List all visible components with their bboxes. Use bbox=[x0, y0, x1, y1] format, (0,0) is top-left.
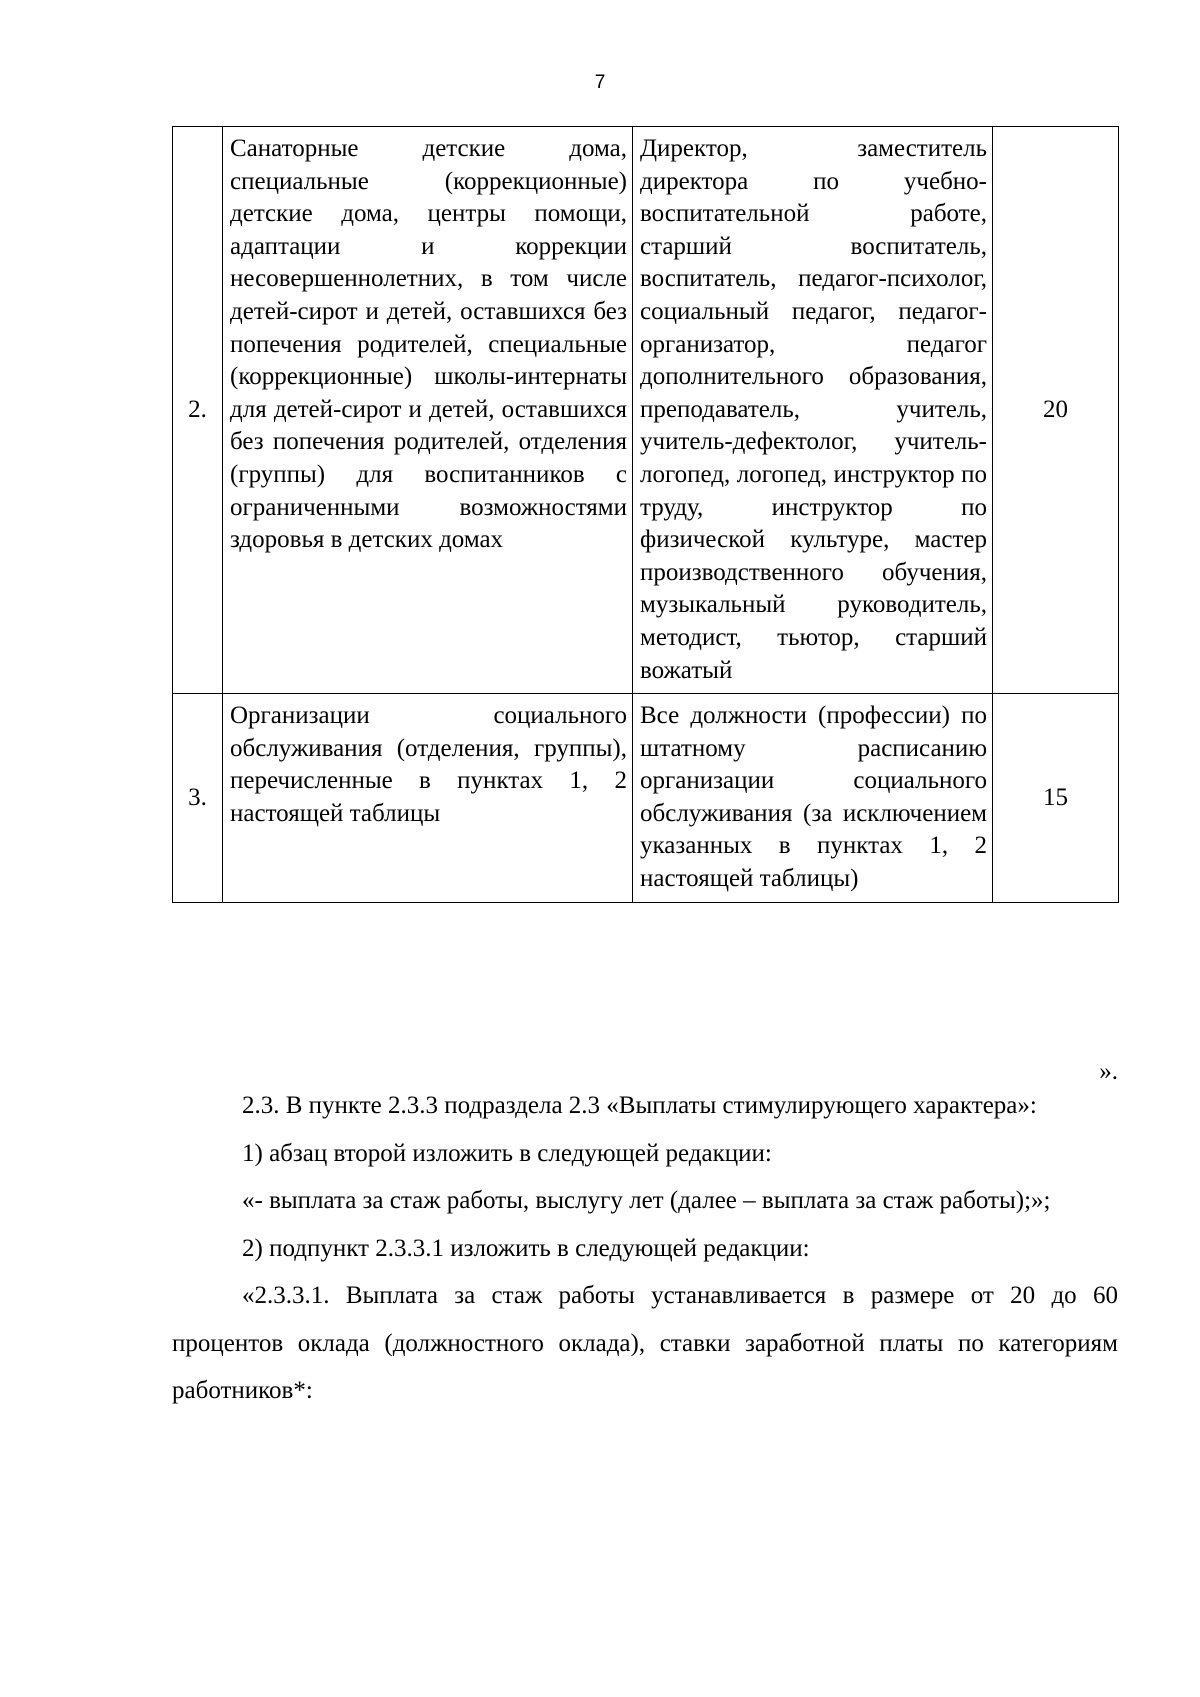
paragraph: 2.3. В пункте 2.3.3 подраздела 2.3 «Выплаты стимулирующего характера»: bbox=[242, 1092, 1037, 1119]
closing-quote: ». bbox=[1099, 1058, 1118, 1085]
institutions-cell: Санаторные детские дома, специальные (коррекционные) детские дома, центры помощи, адаптации и коррекции несовершеннолетних, в том числе детей-сирот и детей, оставшихся без попечения родителей, специальные (коррекционные) школы-интернаты для детей-сирот и детей, оставшихся без попечения родителей, отделения (группы) для воспитанников с ограниченными возможностями здоровья в детских домах bbox=[223, 127, 633, 694]
paragraph: «- выплата за стаж работы, выслугу лет (далее – выплата за стаж работы);»; bbox=[242, 1187, 1051, 1214]
paragraph: «2.3.3.1. Выплата за стаж работы устанавливается в размере от 20 до 60 процентов оклада (должностного оклада), ставки заработной платы по категориям работников*: bbox=[172, 1282, 1118, 1404]
table-row bbox=[173, 127, 1119, 694]
institutions-cell: Организации социального обслуживания (отделения, группы), перечисленные в пунктах 1, 2 настоящей таблицы bbox=[223, 694, 633, 903]
body-text bbox=[172, 1082, 1118, 1415]
positions-cell: Директор, заместитель директора по учебно-воспитательной работе, старший воспитатель, воспитатель, педагог-психолог, социальный педагог, педагог-организатор, педагог дополнительного образования, преподаватель, учитель, учитель-дефектолог, учитель-логопед, логопед, инструктор по труду, инструктор по физической культуре, мастер производственного обучения, музыкальный руководитель, методист, тьютор, старший вожатый bbox=[633, 127, 993, 694]
positions-cell: Все должности (профессии) по штатному расписанию организации социального обслуживания (за исключением указанных в пунктах 1, 2 настоящей таблицы) bbox=[633, 694, 993, 903]
page-number: 7 bbox=[594, 72, 606, 93]
paragraph: 1) абзац второй изложить в следующей редакции: bbox=[242, 1139, 772, 1167]
percent-value: 15 bbox=[993, 694, 1119, 903]
table-row bbox=[173, 694, 1119, 903]
percent-value: 20 bbox=[993, 127, 1119, 694]
allowance-table bbox=[172, 126, 1119, 903]
row-number: 3. bbox=[173, 694, 223, 903]
paragraph: 2) подпункт 2.3.3.1 изложить в следующей редакции: bbox=[242, 1234, 810, 1262]
row-number: 2. bbox=[173, 127, 223, 694]
